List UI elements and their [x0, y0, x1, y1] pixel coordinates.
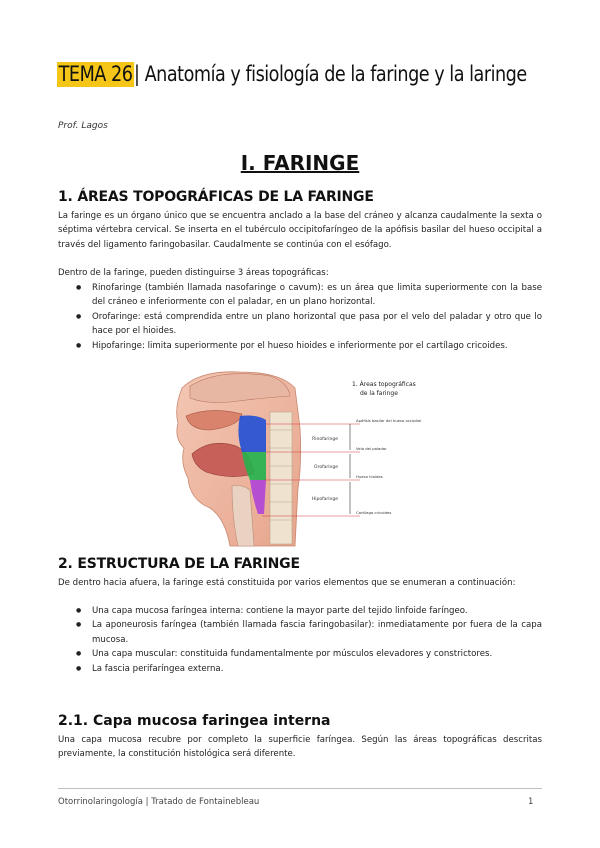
title-text: | Anatomía y fisiología de la faringe y la laringe [134, 62, 527, 87]
author: Prof. Lagos [58, 121, 108, 131]
list-item: ● Una capa mucosa faríngea interna: contiene la mayor parte del tejido linfoide faríngeo. [76, 604, 542, 618]
rinofaringe-region [238, 416, 266, 453]
list-item: ● La aponeurosis faríngea (también llamada fascia faringobasilar): inmediatamente por fuera de la capa mucosa. [76, 618, 542, 647]
list-item: ● Hipofaringe: limita superiormente por el hueso hioides e inferiormente por el cartílago cricoides. [76, 339, 542, 353]
label-cricoides: Cartílago cricoides [356, 510, 392, 515]
sec2-heading: 2. ESTRUCTURA DE LA FARINGE [58, 556, 300, 572]
sec2-list [76, 604, 542, 676]
list-item: ● Una capa muscular: constituida fundamentalmente por músculos elevadores y constrictores. [76, 647, 542, 661]
label-hipofaringe: Hipofaringe [311, 497, 338, 502]
figure-caption-1: 1. Áreas topográficas [352, 381, 416, 388]
figure-caption-2: de la faringe [360, 390, 398, 397]
list-item: ● Rinofaringe (también llamada nasofaringe o cavum): es un área que limita superiormente con la base del cráneo e inferiormente con el paladar, en un plano horizontal. [76, 281, 542, 310]
sec21-heading: 2.1. Capa mucosa faringea interna [58, 713, 331, 729]
label-velo: Velo del paladar [356, 446, 387, 451]
footer-divider [58, 788, 542, 789]
sec1-paragraph-1: La faringe es un órgano único que se encuentra anclado a la base del cráneo y alcanza caudalmente la sexta o séptima vértebra cervical. Se inserta en el tubérculo occipitofaríngeo de la apófisis basilar del hueso occipital a través del ligamento faringobasilar. Caudalmente se continúa con el esófago. [58, 211, 542, 250]
list-item: ● La fascia perifaríngea externa. [76, 662, 542, 676]
document-title [57, 60, 557, 89]
page-number: 1 [528, 797, 534, 807]
footer-text: Otorrinolaringología | Tratado de Fontainebleau [58, 797, 260, 807]
list-item: ● Orofaringe: está comprendida entre un plano horizontal que pasa por el velo del paladar y otro que lo hace por el hioides. [76, 310, 542, 339]
tema-label: TEMA 26 [58, 62, 133, 87]
sec1-paragraph-2: Dentro de la faringe, pueden distinguirse 3 áreas topográficas: [58, 268, 329, 278]
label-rinofaringe: Rinofaringe [312, 437, 338, 442]
sec2-paragraph-1: De dentro hacia afuera, la faringe está constituida por varios elementos que se enumeran a continuación: [58, 578, 516, 588]
sec1-heading: 1. ÁREAS TOPOGRÁFICAS DE LA FARINGE [58, 189, 374, 205]
label-hioides: Hueso hioides [356, 474, 383, 479]
label-orofaringe: Orofaringe [314, 465, 338, 470]
sec21-paragraph-1: Una capa mucosa recubre por completo la superficie faríngea. Según las áreas topográficas descritas previamente, la constitución histológica será diferente. [58, 735, 542, 760]
pharynx-anatomy-figure [170, 368, 422, 548]
section-title: I. FARINGE [240, 151, 360, 175]
label-apofisis: Apófisis basilar del hueso occipital [356, 418, 422, 423]
sec1-list [76, 281, 542, 353]
